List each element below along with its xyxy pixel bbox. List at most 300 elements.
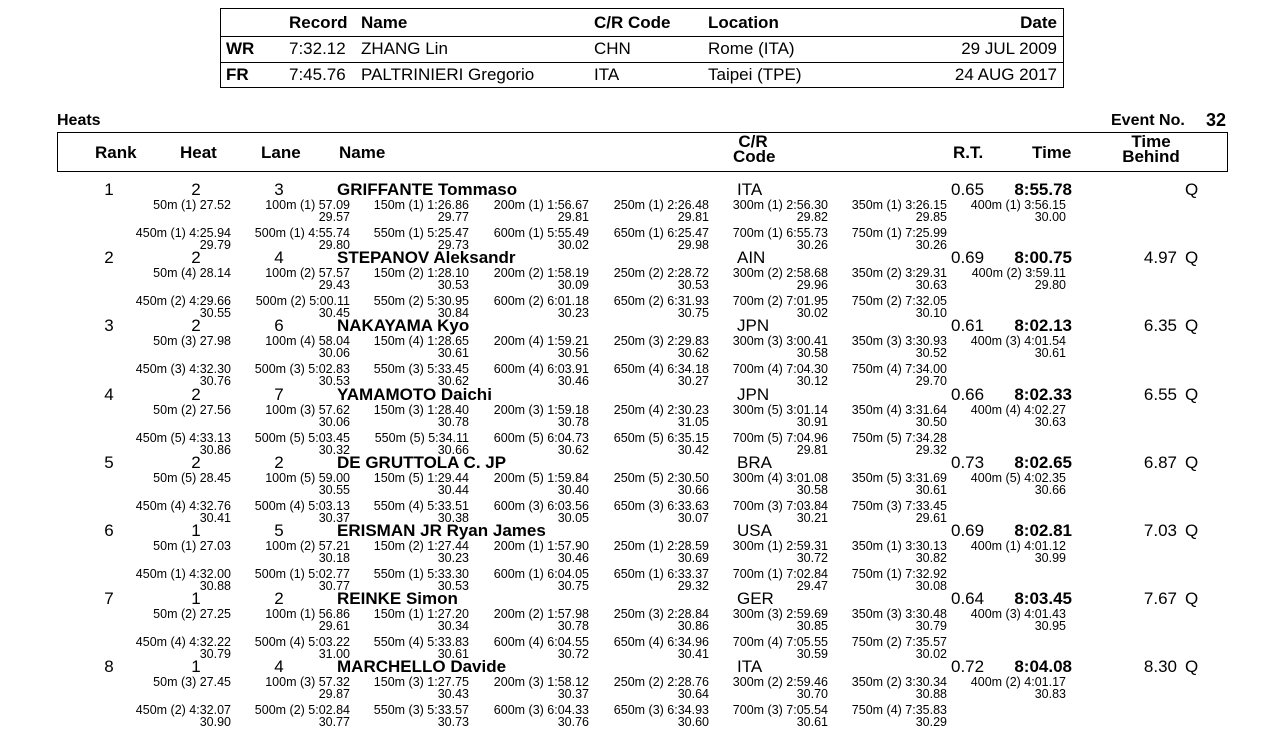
split-time: 250m (1) 2:26.48 <box>613 198 709 212</box>
split-lap: 30.62 <box>677 346 709 361</box>
split-time: 550m (1) 5:25.47 <box>373 226 469 240</box>
split-time: 150m (1) 1:27.20 <box>373 607 469 622</box>
split-time: 650m (3) 6:34.93 <box>613 703 709 718</box>
split-lap: 30.66 <box>677 482 709 497</box>
split-cell <box>951 335 1066 359</box>
result-lane: 5 <box>274 521 284 540</box>
split-lap: 30.61 <box>437 346 469 361</box>
split-cell <box>594 676 709 700</box>
split-lap: 29.80 <box>318 238 350 252</box>
result-lane: 2 <box>274 589 284 609</box>
split-lap: 29.81 <box>677 210 709 224</box>
split-cell <box>474 199 589 223</box>
split-lap: 30.79 <box>915 619 947 634</box>
split-lap: 30.60 <box>677 715 709 730</box>
result-rt: 0.72 <box>951 657 985 677</box>
split-cell <box>713 472 828 496</box>
result-code: BRA <box>737 452 772 472</box>
rt-header: R.T. <box>953 143 984 162</box>
split-time: 550m (4) 5:33.83 <box>373 635 469 650</box>
result-rt: 0.65 <box>951 180 985 199</box>
rank-header: Rank <box>95 143 137 162</box>
result-behind: 7.03 <box>1143 521 1177 540</box>
split-cell <box>832 335 947 359</box>
split-lap: 30.86 <box>199 442 231 457</box>
result-heat: 2 <box>191 452 201 472</box>
split-lap: 29.61 <box>318 619 350 634</box>
split-time: 750m (4) 7:34.00 <box>851 362 947 377</box>
split-time: 50m (2) 27.25 <box>153 607 231 622</box>
split-lap: 30.84 <box>437 306 469 321</box>
split-time: 150m (3) 1:27.75 <box>373 675 469 690</box>
split-lap: 30.56 <box>557 346 589 361</box>
split-time: 250m (3) 2:28.84 <box>613 607 709 622</box>
split-time: 250m (4) 2:30.23 <box>613 402 709 417</box>
split-cell <box>713 363 828 387</box>
split-cell <box>713 227 828 251</box>
split-lap: 30.53 <box>677 278 709 293</box>
split-time: 500m (4) 5:03.22 <box>254 635 350 650</box>
result-behind: 6.55 <box>1143 384 1177 404</box>
split-cell <box>713 295 828 319</box>
split-cell <box>594 363 709 387</box>
split-lap: 29.81 <box>557 210 589 224</box>
split-lap: 30.62 <box>557 442 589 457</box>
split-time: 400m (3) 4:01.43 <box>970 607 1066 622</box>
split-cell <box>832 676 947 700</box>
split-cell <box>713 608 828 632</box>
split-lap: 30.59 <box>796 647 828 662</box>
split-lap: 30.41 <box>677 647 709 662</box>
split-cell <box>474 676 589 700</box>
split-lap: 30.73 <box>437 715 469 730</box>
result-name: GRIFFANTE Tommaso <box>337 180 518 199</box>
split-lap: 30.27 <box>677 374 709 389</box>
split-cell <box>951 608 1066 632</box>
split-time: 200m (3) 1:59.18 <box>493 402 589 417</box>
split-time: 650m (4) 6:34.18 <box>613 362 709 377</box>
result-heat: 1 <box>191 589 201 609</box>
split-lap: 29.43 <box>318 278 350 293</box>
split-time: 550m (4) 5:33.51 <box>373 498 469 513</box>
split-time: 400m (1) 4:01.12 <box>970 539 1066 553</box>
split-time: 450m (2) 4:29.66 <box>135 294 231 309</box>
split-time: 650m (3) 6:33.63 <box>613 498 709 513</box>
split-cell <box>354 335 469 359</box>
split-cell <box>713 676 828 700</box>
split-cell <box>116 608 231 620</box>
split-time: 200m (1) 1:56.67 <box>493 198 589 212</box>
split-time: 100m (5) 59.00 <box>265 470 350 485</box>
section-title: Heats <box>57 112 101 129</box>
split-time: 50m (2) 27.56 <box>153 402 231 417</box>
result-name: DE GRUTTOLA C. JP <box>337 452 507 472</box>
result-q: Q <box>1185 452 1199 472</box>
split-time: 200m (4) 1:59.21 <box>493 334 589 349</box>
split-lap: 31.00 <box>318 647 350 662</box>
split-lap: 29.61 <box>915 510 947 525</box>
split-lap: 29.79 <box>199 238 231 252</box>
split-time: 500m (2) 5:02.84 <box>254 703 350 718</box>
split-time: 350m (2) 3:30.34 <box>851 675 947 690</box>
split-time: 750m (3) 7:33.45 <box>851 498 947 513</box>
records-box <box>220 8 1064 88</box>
result-behind: 6.35 <box>1143 316 1177 336</box>
split-time: 150m (1) 1:26.86 <box>373 198 469 212</box>
split-cell <box>474 267 589 291</box>
split-time: 700m (1) 6:55.73 <box>732 226 828 240</box>
split-cell <box>474 404 589 428</box>
split-time: 100m (1) 56.86 <box>265 607 350 622</box>
split-cell <box>116 267 231 279</box>
result-q: Q <box>1185 384 1199 404</box>
split-lap: 30.26 <box>796 238 828 252</box>
split-lap: 30.02 <box>915 647 947 662</box>
split-cell <box>116 676 231 688</box>
split-lap: 30.78 <box>557 414 589 429</box>
result-heat: 2 <box>191 180 201 199</box>
split-time: 700m (1) 7:02.84 <box>732 567 828 581</box>
split-time: 200m (1) 1:57.90 <box>493 539 589 553</box>
record-time: 7:45.76 <box>289 65 346 84</box>
split-time: 500m (3) 5:02.83 <box>254 362 350 377</box>
split-lap: 30.06 <box>318 346 350 361</box>
result-behind: 7.67 <box>1143 589 1177 609</box>
record-date: 24 AUG 2017 <box>954 65 1057 84</box>
split-lap: 30.83 <box>1034 687 1066 702</box>
split-cell <box>832 568 947 592</box>
record-code: CHN <box>594 39 631 58</box>
split-time: 50m (4) 28.14 <box>153 266 231 281</box>
split-cell <box>713 404 828 428</box>
split-cell <box>235 267 350 291</box>
split-time: 650m (5) 6:35.15 <box>613 430 709 445</box>
code-header-line1: C/R <box>738 132 768 151</box>
result-rank: 3 <box>104 316 114 336</box>
result-rank: 1 <box>104 180 114 199</box>
split-cell <box>474 335 589 359</box>
result-name: ERISMAN JR Ryan James <box>337 521 546 540</box>
split-lap: 30.37 <box>318 510 350 525</box>
split-lap: 30.26 <box>915 238 947 252</box>
split-time: 600m (5) 6:04.73 <box>493 430 589 445</box>
split-cell <box>354 404 469 428</box>
split-lap: 30.69 <box>677 551 709 565</box>
result-behind: 6.87 <box>1143 452 1177 472</box>
split-time: 750m (5) 7:34.28 <box>851 430 947 445</box>
split-time: 550m (3) 5:33.57 <box>373 703 469 718</box>
result-rt: 0.64 <box>951 589 985 609</box>
split-time: 450m (1) 4:32.00 <box>135 567 231 581</box>
result-name: REINKE Simon <box>337 589 458 609</box>
split-time: 50m (3) 27.98 <box>153 334 231 349</box>
split-time: 350m (1) 3:26.15 <box>851 198 947 212</box>
result-time: 8:03.45 <box>1014 589 1072 609</box>
result-heat: 2 <box>191 384 201 404</box>
split-time: 600m (3) 6:03.56 <box>493 498 589 513</box>
result-time: 8:00.75 <box>1014 248 1072 268</box>
split-cell <box>832 636 947 660</box>
split-lap: 30.58 <box>796 346 828 361</box>
split-time: 550m (3) 5:33.45 <box>373 362 469 377</box>
behind-header-line2: Behind <box>1122 147 1180 166</box>
split-lap: 30.58 <box>796 482 828 497</box>
split-time: 650m (2) 6:31.93 <box>613 294 709 309</box>
result-heat: 2 <box>191 248 201 268</box>
split-cell <box>713 540 828 564</box>
code-header <box>733 132 776 166</box>
split-cell <box>116 404 231 416</box>
split-time: 300m (1) 2:59.31 <box>732 539 828 553</box>
split-cell <box>713 199 828 223</box>
split-lap: 30.62 <box>437 374 469 389</box>
behind-header-line1: Time <box>1131 132 1171 151</box>
split-lap: 29.73 <box>437 238 469 252</box>
split-lap: 30.76 <box>557 715 589 730</box>
result-lane: 6 <box>274 316 284 336</box>
split-cell <box>832 295 947 319</box>
split-cell <box>235 335 350 359</box>
split-cell <box>235 540 350 564</box>
split-cell <box>354 608 469 632</box>
result-code: ITA <box>737 180 763 199</box>
result-time: 8:02.13 <box>1014 316 1072 336</box>
split-cell <box>832 432 947 456</box>
location-header: Location <box>708 13 779 32</box>
split-time: 400m (5) 4:02.35 <box>970 470 1066 485</box>
record-type: FR <box>226 65 249 84</box>
event-label: Event No. <box>1111 112 1185 129</box>
result-behind: 8.30 <box>1143 657 1177 677</box>
record-type: WR <box>226 39 255 58</box>
split-lap: 30.55 <box>199 306 231 321</box>
split-cell <box>235 404 350 428</box>
split-lap: 30.88 <box>199 579 231 593</box>
result-rt: 0.73 <box>951 452 985 472</box>
split-cell <box>474 540 589 564</box>
result-rank: 2 <box>104 248 114 268</box>
split-lap: 29.32 <box>677 579 709 593</box>
record-location: Taipei (TPE) <box>708 65 802 84</box>
split-cell <box>832 500 947 524</box>
split-cell <box>354 704 469 728</box>
result-behind: 4.97 <box>1143 248 1177 268</box>
split-time: 350m (4) 3:31.64 <box>851 402 947 417</box>
split-time: 250m (1) 2:28.59 <box>613 539 709 553</box>
split-lap: 30.55 <box>318 482 350 497</box>
result-lane: 3 <box>274 180 284 199</box>
split-cell <box>594 500 709 524</box>
split-cell <box>951 267 1066 291</box>
result-q: Q <box>1185 316 1199 336</box>
split-time: 300m (3) 2:59.69 <box>732 607 828 622</box>
result-name: MARCHELLO Davide <box>337 657 507 677</box>
result-lane: 2 <box>274 452 284 472</box>
result-code: JPN <box>737 384 770 404</box>
split-cell <box>235 472 350 496</box>
split-cell <box>594 608 709 632</box>
split-cell <box>116 335 231 347</box>
split-lap: 30.46 <box>557 551 589 565</box>
split-lap: 30.42 <box>677 442 709 457</box>
split-time: 400m (2) 3:59.11 <box>971 266 1066 281</box>
split-time: 600m (3) 6:04.33 <box>493 703 589 718</box>
split-lap: 30.18 <box>318 551 350 565</box>
split-lap: 30.41 <box>199 510 231 525</box>
record-header: Record <box>289 13 348 32</box>
split-cell <box>594 432 709 456</box>
split-time: 400m (2) 4:01.17 <box>970 675 1066 690</box>
split-time: 500m (4) 5:03.13 <box>254 498 350 513</box>
split-time: 350m (1) 3:30.13 <box>851 539 947 553</box>
record-name: ZHANG Lin <box>361 39 448 58</box>
split-time: 700m (3) 7:03.84 <box>732 498 828 513</box>
split-lap: 29.87 <box>318 687 350 702</box>
split-lap: 29.81 <box>796 442 828 457</box>
split-lap: 30.77 <box>318 579 350 593</box>
split-lap: 30.61 <box>796 715 828 730</box>
split-cell <box>594 295 709 319</box>
split-time: 250m (3) 2:29.83 <box>613 334 709 349</box>
split-lap: 30.05 <box>557 510 589 525</box>
behind-header <box>1116 134 1186 164</box>
split-cell <box>713 335 828 359</box>
split-time: 750m (2) 7:35.57 <box>851 635 947 650</box>
split-time: 300m (1) 2:56.30 <box>732 198 828 212</box>
split-time: 350m (5) 3:31.69 <box>851 470 947 485</box>
split-time: 150m (3) 1:28.40 <box>373 402 469 417</box>
split-cell <box>832 199 947 223</box>
result-name: NAKAYAMA Kyo <box>337 316 470 336</box>
split-cell <box>474 472 589 496</box>
result-rank: 4 <box>104 384 114 404</box>
split-lap: 30.99 <box>1034 551 1066 565</box>
name-header: Name <box>361 13 408 32</box>
split-cell <box>832 472 947 496</box>
split-cell <box>116 472 231 484</box>
split-lap: 30.23 <box>557 306 589 321</box>
split-time: 600m (4) 6:03.91 <box>493 362 589 377</box>
split-time: 150m (5) 1:29.44 <box>373 470 469 485</box>
split-lap: 30.75 <box>677 306 709 321</box>
split-cell <box>354 472 469 496</box>
split-lap: 30.75 <box>557 579 589 593</box>
event-number: 32 <box>1206 110 1227 130</box>
split-time: 200m (2) 1:58.19 <box>493 266 589 281</box>
split-lap: 30.61 <box>915 482 947 497</box>
split-time: 400m (4) 4:02.27 <box>970 402 1066 417</box>
split-time: 450m (1) 4:25.94 <box>135 226 231 240</box>
split-lap: 29.77 <box>437 210 469 224</box>
result-code: AIN <box>737 248 766 268</box>
split-time: 500m (1) 4:55.74 <box>254 226 350 240</box>
split-time: 300m (2) 2:58.68 <box>732 266 828 281</box>
split-time: 350m (3) 3:30.48 <box>851 607 947 622</box>
split-lap: 30.21 <box>796 510 828 525</box>
split-cell <box>832 704 947 728</box>
split-lap: 30.78 <box>557 619 589 634</box>
time-header: Time <box>1032 143 1072 162</box>
split-cell <box>594 636 709 660</box>
split-lap: 30.43 <box>437 687 469 702</box>
split-lap: 30.02 <box>796 306 828 321</box>
split-lap: 30.10 <box>915 306 947 321</box>
split-lap: 30.44 <box>437 482 469 497</box>
result-q: Q <box>1185 657 1199 677</box>
split-cell <box>235 704 350 728</box>
split-time: 550m (5) 5:34.11 <box>374 430 469 445</box>
split-time: 100m (3) 57.62 <box>265 402 350 417</box>
split-cell <box>713 636 828 660</box>
split-lap: 30.02 <box>557 238 589 252</box>
split-cell <box>594 199 709 223</box>
split-cell <box>594 472 709 496</box>
split-lap: 30.66 <box>437 442 469 457</box>
split-lap: 29.47 <box>796 579 828 593</box>
split-lap: 30.63 <box>1034 414 1066 429</box>
split-lap: 30.86 <box>677 619 709 634</box>
split-time: 50m (1) 27.03 <box>153 539 231 553</box>
result-q: Q <box>1185 248 1199 268</box>
result-q: Q <box>1185 521 1199 540</box>
result-name: STEPANOV Aleksandr <box>337 248 516 268</box>
split-time: 50m (1) 27.52 <box>153 198 231 212</box>
split-cell <box>354 676 469 700</box>
split-cell <box>951 540 1066 564</box>
split-lap: 30.46 <box>557 374 589 389</box>
split-lap: 29.98 <box>677 238 709 252</box>
split-cell <box>832 540 947 564</box>
split-time: 500m (5) 5:03.45 <box>254 430 350 445</box>
split-cell <box>594 227 709 251</box>
split-cell <box>235 199 350 223</box>
split-lap: 30.88 <box>915 687 947 702</box>
record-date: 29 JUL 2009 <box>961 39 1057 58</box>
split-time: 750m (2) 7:32.05 <box>851 294 947 309</box>
split-lap: 30.63 <box>915 278 947 293</box>
result-rank: 8 <box>104 657 114 677</box>
split-time: 250m (2) 2:28.72 <box>613 266 709 281</box>
results-header <box>57 132 1228 172</box>
name-header: Name <box>339 143 386 162</box>
split-cell <box>951 676 1066 700</box>
split-cell <box>235 608 350 632</box>
lane-header: Lane <box>261 143 301 162</box>
split-lap: 30.12 <box>796 374 828 389</box>
split-lap: 30.45 <box>318 306 350 321</box>
result-q: Q <box>1185 589 1199 609</box>
split-cell <box>116 704 231 728</box>
result-time: 8:02.81 <box>1014 521 1072 540</box>
split-time: 750m (1) 7:25.99 <box>851 226 947 240</box>
split-time: 300m (2) 2:59.46 <box>732 675 828 690</box>
split-lap: 30.38 <box>437 510 469 525</box>
split-time: 350m (2) 3:29.31 <box>851 266 947 281</box>
split-lap: 30.40 <box>557 482 589 497</box>
result-name: YAMAMOTO Daichi <box>337 384 492 404</box>
split-time: 100m (1) 57.09 <box>265 198 350 212</box>
split-lap: 30.90 <box>199 715 231 730</box>
split-time: 100m (3) 57.32 <box>265 675 350 690</box>
result-time: 8:55.78 <box>1014 180 1072 199</box>
split-lap: 30.82 <box>915 551 947 565</box>
split-time: 750m (4) 7:35.83 <box>851 703 947 718</box>
split-time: 150m (2) 1:27.44 <box>373 539 469 553</box>
result-code: ITA <box>737 657 763 677</box>
split-lap: 30.61 <box>437 647 469 662</box>
split-time: 500m (2) 5:00.11 <box>255 294 350 309</box>
split-cell <box>594 568 709 592</box>
